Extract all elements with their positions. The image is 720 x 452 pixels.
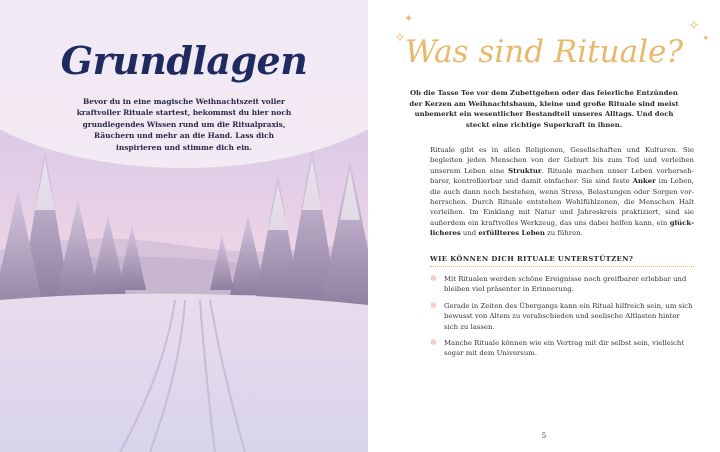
emphasis-text: Anker — [632, 177, 656, 186]
right-page — [368, 0, 720, 452]
body-paragraph — [430, 145, 694, 239]
page-title: Grundlagen — [60, 38, 308, 83]
list-item — [430, 338, 694, 359]
star-bullet-icon: ✲ — [430, 274, 437, 283]
sparkle-star-icon: ✧ — [688, 18, 700, 34]
sparkle-star-icon: ✦ — [702, 34, 710, 44]
list-item — [430, 301, 694, 332]
emphasis-text: erfüllteres Leben — [478, 229, 545, 238]
body-text: im Leben, die auch dann noch bestehen, wenn Stress, Belastungen oder Sorgen vorherrschen. Durch Rituale entstehen Wohlfühlzonen, die Menschen Halt verleihen. Im Einklang mit Natur und Jahreskreis praktiziert, sind sie außerdem ein kraftvolles Werkzeug, das uns dabei helfen kann, ein — [430, 177, 694, 227]
list-item — [430, 274, 694, 295]
list-item-text: Gerade in Zeiten des Übergangs kann ein Ritual hilfreich sein, um sich bewusst von Altem zu verabschieden und seelische Altlasten hinter sich zu lassen. — [444, 301, 693, 331]
star-bullet-icon: ✲ — [430, 300, 437, 310]
list-item-text: Mit Ritualen werden schöne Ereignisse noch greifbarer erlebbar und bleiben viel präsenter in Erinnerung. — [444, 275, 687, 294]
lead-paragraph: Ob die Tasse Tee vor dem Zubettgehen oder das feierliche Entzünden der Kerzen am Weihnachtsbaum, kleine und große Rituale sind meist unbemerkt ein wesentlicher Bestandteil unseres Alltags. Und doch steckt eine richtige Superkraft in ihnen. — [409, 89, 679, 129]
sparkle-star-icon: ✧ — [394, 30, 406, 46]
body-text: zu führen. — [544, 229, 583, 238]
body-text: . Rituale machen unser Leben vorhersehbarer, kontrollierbar und damit einfacher. Sie sind feste — [430, 166, 694, 186]
body-text: und — [460, 229, 479, 238]
list-item-text: Manche Rituale können wie ein Vertrag mit dir selbst sein, vielleicht sogar mit dem Universum. — [444, 339, 685, 358]
page-number: 5 — [541, 432, 547, 440]
emphasis-text: Struktur — [508, 166, 542, 175]
intro-text: Bevor du in eine magische Weihnachtszeit voller kraftvoller Rituale startest, bekommst du hier noch grundlegendes Wissen rund um die Ritualpraxis, Räuchern und mehr an die Hand. Lass dich inspirieren und stimme dich ein. — [76, 97, 292, 152]
benefit-list — [430, 274, 694, 365]
section-title: Was sind Rituale? — [405, 34, 683, 70]
star-bullet-icon: ✲ — [430, 338, 437, 348]
emphasis-text: glücklicheres — [430, 218, 694, 238]
body-text: Rituale gibt es in allen Religionen, Gesellschaften und Kulturen. Sie begleiten jeden Menschen von der Geburt bis zum Tod und verleihen unserem Leben eine — [430, 146, 694, 175]
sparkle-star-icon: ✦ — [404, 12, 414, 25]
subheading: WIE KÖNNEN DICH RITUALE UNTERSTÜTZEN? — [430, 255, 634, 263]
dotted-divider — [430, 266, 694, 267]
